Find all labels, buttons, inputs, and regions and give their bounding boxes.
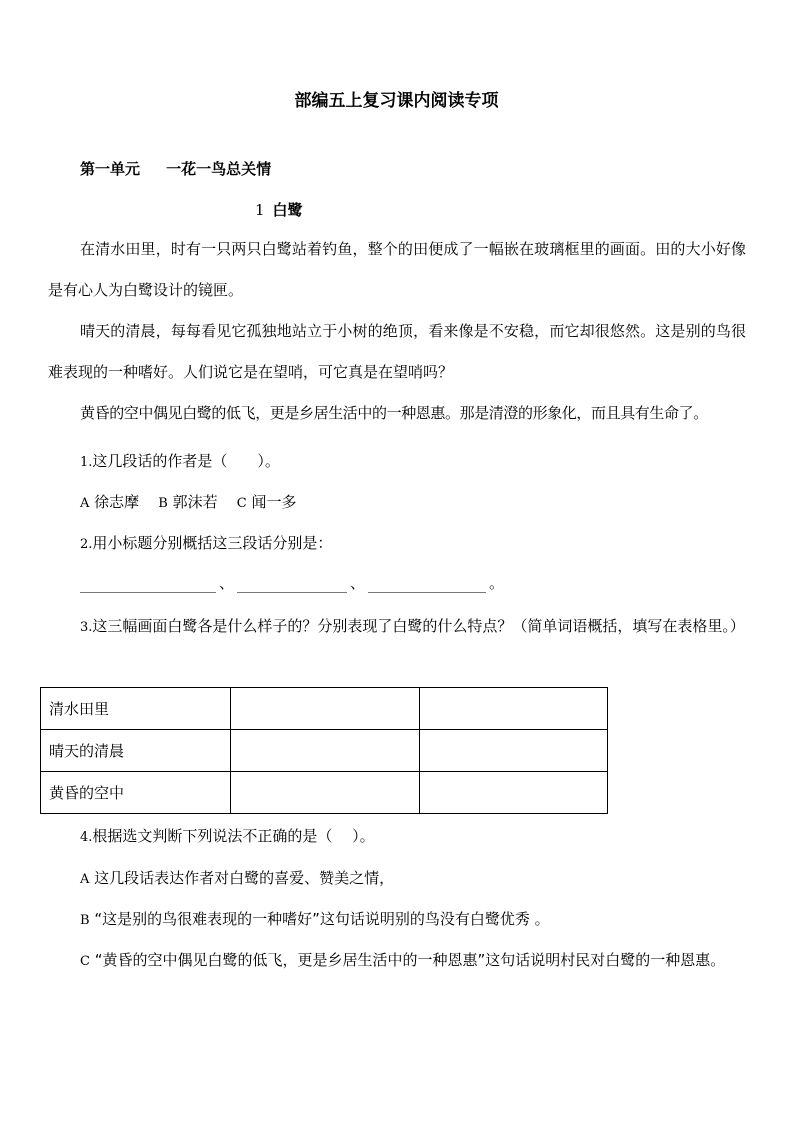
question-4 [80,825,375,846]
question-1-text: 这几段话的作者是（ ）。 [92,452,280,470]
option-a-letter: A [80,496,90,511]
blank-separator-2: 、 [350,574,366,592]
answer-blanks [80,572,507,593]
question-3-text: 这三幅画面白鹭各是什么样子的？分别表现了白鹭的什么特点？（简单词语概括，填写在表格里。） [92,617,745,635]
answer-blank-1[interactable] [80,574,216,593]
option-a-text: 徐志摩 [94,493,140,511]
unit-heading: 第一单元 一花一鸟总关情 [80,160,272,178]
passage-paragraph-2: 晴天的清晨，每每看见它孤独地站立于小树的绝顶，看来像是不安稳，而它却很悠然。这是别的鸟很难表现的一种嗜好。人们说它是在望哨，可它真是在望哨吗？ [48,322,746,381]
question-4-number: 4. [80,830,93,845]
lesson-heading [255,199,303,220]
table-cell[interactable] [231,772,420,814]
option-c-letter: C [80,954,90,969]
answer-table [40,687,608,814]
question-2-number: 2. [80,537,93,552]
table-cell[interactable] [420,772,608,814]
question-1-number: 1. [80,455,93,470]
question-1-options [80,491,296,512]
question-2 [80,532,332,553]
option-b-text: “这是别的鸟很难表现的一种嗜好”这句话说明别的鸟没有白鹭优秀 。 [94,910,550,928]
table-row [41,772,608,814]
question-2-text: 用小标题分别概括这三段话分别是： [92,534,333,552]
table-row-label: 清水田里 [41,688,231,730]
table-cell[interactable] [231,688,420,730]
option-c-text: “黄昏的空中偶见白鹭的低飞，更是乡居生活中的一种恩惠”这句话说明村民对白鹭的一种恩惠。 [94,951,726,969]
option-a-letter: A [80,872,90,887]
lesson-number: 1 [255,201,265,219]
option-c-letter: C [236,496,247,511]
blank-end: 。 [489,574,505,592]
table-cell[interactable] [420,730,608,772]
question-3-number: 3. [80,620,93,635]
question-4-option-c [48,940,746,982]
table-row [41,730,608,772]
blank-separator-1: 、 [219,574,235,592]
question-1 [80,450,280,471]
table-row [41,688,608,730]
lesson-name: 白鹭 [272,201,303,219]
table-cell[interactable] [420,688,608,730]
question-4-text: 根据选文判断下列说法不正确的是（ ）。 [92,827,375,845]
table-row-label: 黄昏的空中 [41,772,231,814]
table-row-label: 晴天的清晨 [41,730,231,772]
question-4-option-b [80,908,550,929]
option-c-text: 闻一多 [251,493,297,511]
option-b-text: 郭沫若 [172,493,218,511]
answer-blank-3[interactable] [368,574,486,593]
passage-paragraph-1: 在清水田里，时有一只两只白鹭站着钓鱼，整个的田便成了一幅嵌在玻璃框里的画面。田的大小好像是有心人为白鹭设计的镜匣。 [48,240,746,299]
table-cell[interactable] [231,730,420,772]
passage-paragraph-3: 黄昏的空中偶见白鹭的低飞，更是乡居生活中的一种恩惠。那是清澄的形象化，而且具有生命了。 [80,404,708,422]
question-4-option-a [80,867,394,888]
option-b-letter: B [80,913,90,928]
question-3 [48,606,746,648]
document-title: 部编五上复习课内阅读专项 [294,91,499,111]
option-a-text: 这几段话表达作者对白鹭的喜爱、赞美之情， [94,869,395,887]
option-b-letter: B [158,496,168,511]
answer-blank-2[interactable] [237,574,347,593]
